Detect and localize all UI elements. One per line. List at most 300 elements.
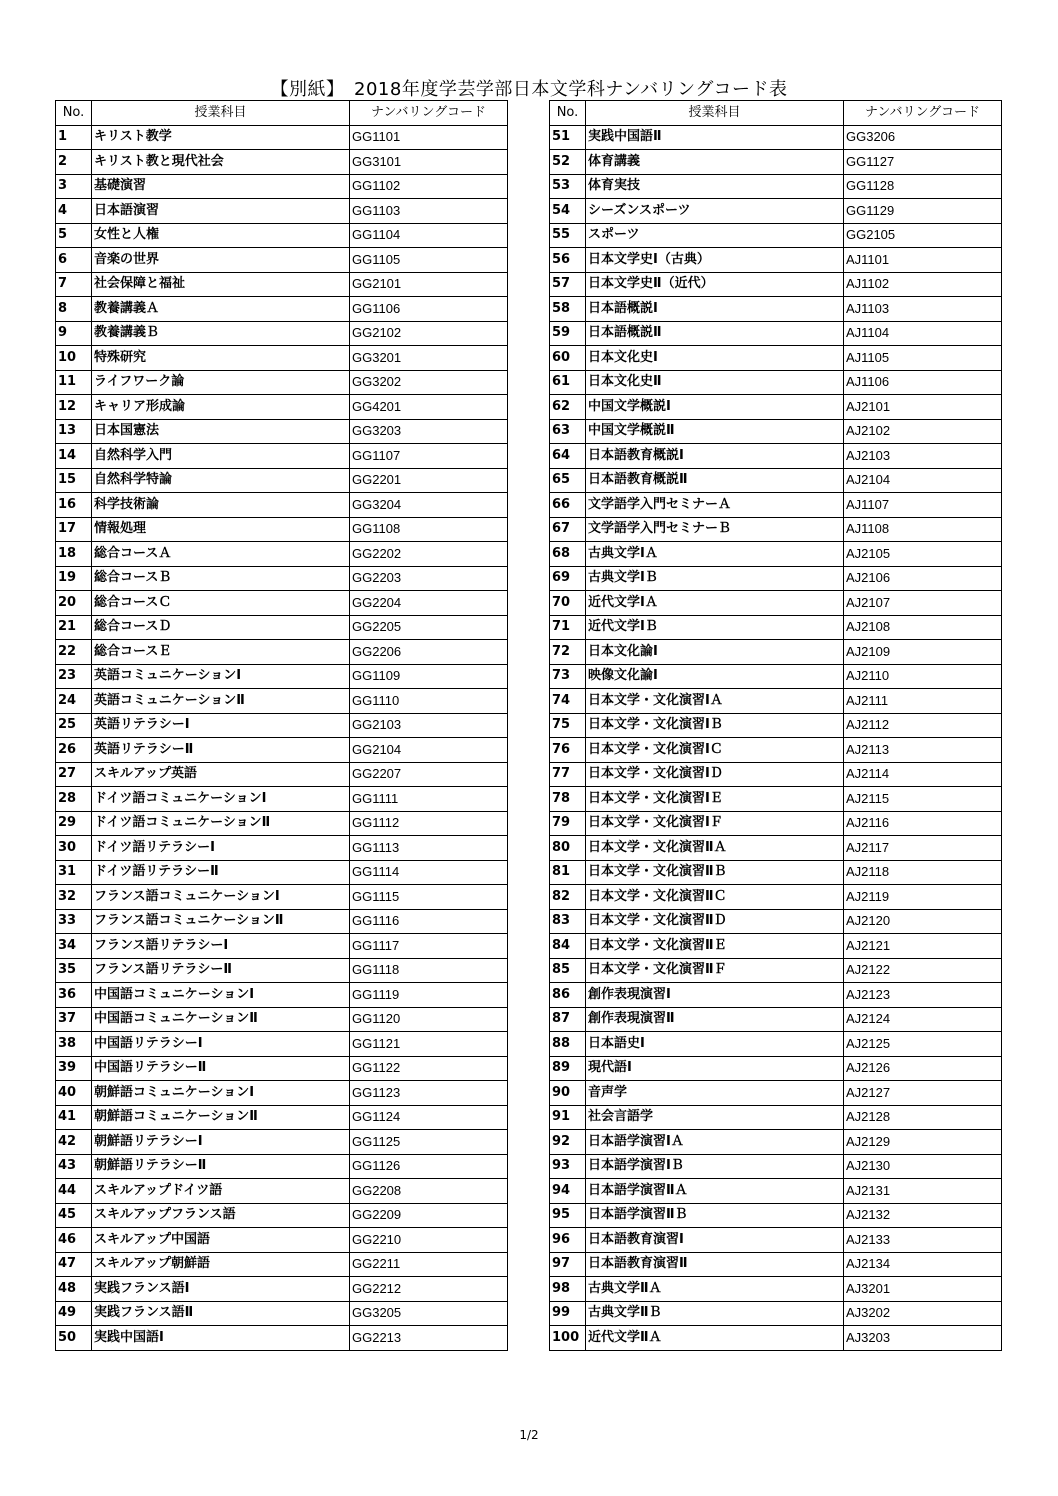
table-row: [550, 542, 1002, 567]
cell-subject: 実践中国語Ⅱ: [586, 125, 844, 150]
cell-subject: 日本文学・文化演習ⅡＦ: [586, 958, 844, 983]
cell-subject: 日本文学・文化演習ⅡＣ: [586, 885, 844, 910]
cell-subject: 総合コースＡ: [92, 542, 350, 567]
table-row: [550, 395, 1002, 420]
cell-code: AJ3203: [844, 1326, 1002, 1351]
table-row: [56, 1081, 508, 1106]
cell-subject: 日本文学・文化演習ⅠＦ: [586, 811, 844, 836]
cell-subject: 中国文学概説Ⅰ: [586, 395, 844, 420]
table-row: [56, 297, 508, 322]
cell-no: 68: [550, 542, 586, 567]
cell-code: GG1115: [350, 885, 508, 910]
cell-no: 78: [550, 787, 586, 812]
cell-no: 89: [550, 1056, 586, 1081]
cell-subject: 体育講義: [586, 150, 844, 175]
cell-subject: 朝鮮語リテラシーⅠ: [92, 1130, 350, 1155]
cell-subject: 映像文化論Ⅰ: [586, 664, 844, 689]
cell-no: 76: [550, 738, 586, 763]
cell-code: AJ2115: [844, 787, 1002, 812]
cell-subject: フランス語リテラシーⅠ: [92, 934, 350, 959]
table-row: [550, 983, 1002, 1008]
cell-code: AJ2123: [844, 983, 1002, 1008]
cell-no: 25: [56, 713, 92, 738]
cell-subject: 中国語リテラシーⅡ: [92, 1056, 350, 1081]
table-row: [550, 787, 1002, 812]
cell-no: 2: [56, 150, 92, 175]
cell-subject: フランス語コミュニケーションⅡ: [92, 909, 350, 934]
cell-subject: 中国語コミュニケーションⅡ: [92, 1007, 350, 1032]
cell-code: GG2102: [350, 321, 508, 346]
cell-code: GG1113: [350, 836, 508, 861]
table-row: [56, 885, 508, 910]
cell-code: AJ2111: [844, 689, 1002, 714]
cell-no: 6: [56, 248, 92, 273]
cell-no: 27: [56, 762, 92, 787]
table-row: [550, 640, 1002, 665]
cell-code: AJ2103: [844, 444, 1002, 469]
cell-no: 98: [550, 1277, 586, 1302]
cell-code: AJ1108: [844, 517, 1002, 542]
cell-code: AJ2105: [844, 542, 1002, 567]
cell-no: 31: [56, 860, 92, 885]
table-row: [550, 174, 1002, 199]
cell-code: AJ1101: [844, 248, 1002, 273]
cell-subject: 文学語学入門セミナーＢ: [586, 517, 844, 542]
cell-code: GG1111: [350, 787, 508, 812]
table-row: [56, 664, 508, 689]
cell-subject: スポーツ: [586, 223, 844, 248]
cell-no: 23: [56, 664, 92, 689]
cell-subject: 朝鮮語コミュニケーションⅠ: [92, 1081, 350, 1106]
table-row: [56, 787, 508, 812]
table-row: [56, 689, 508, 714]
cell-no: 95: [550, 1203, 586, 1228]
cell-subject: 日本文化史Ⅱ: [586, 370, 844, 395]
cell-no: 60: [550, 346, 586, 371]
cell-subject: 近代文学ⅠＡ: [586, 591, 844, 616]
cell-no: 85: [550, 958, 586, 983]
cell-no: 94: [550, 1179, 586, 1204]
header-subject: 授業科目: [586, 101, 844, 126]
cell-subject: 日本文学・文化演習ⅠＣ: [586, 738, 844, 763]
cell-no: 45: [56, 1203, 92, 1228]
table-row: [56, 174, 508, 199]
cell-code: AJ2116: [844, 811, 1002, 836]
cell-subject: 自然科学入門: [92, 444, 350, 469]
cell-code: AJ2127: [844, 1081, 1002, 1106]
cell-code: GG1114: [350, 860, 508, 885]
cell-no: 17: [56, 517, 92, 542]
cell-no: 61: [550, 370, 586, 395]
cell-code: GG1112: [350, 811, 508, 836]
cell-no: 21: [56, 615, 92, 640]
cell-subject: キリスト教学: [92, 125, 350, 150]
cell-subject: 基礎演習: [92, 174, 350, 199]
cell-no: 3: [56, 174, 92, 199]
cell-no: 49: [56, 1301, 92, 1326]
cell-code: AJ2122: [844, 958, 1002, 983]
table-row: [56, 395, 508, 420]
cell-subject: 現代語Ⅰ: [586, 1056, 844, 1081]
cell-subject: 日本文学・文化演習ⅡＢ: [586, 860, 844, 885]
cell-code: GG2101: [350, 272, 508, 297]
cell-no: 18: [56, 542, 92, 567]
cell-code: GG1118: [350, 958, 508, 983]
document-title: 【別紙】 2018年度学芸学部日本文学科ナンバリングコード表: [270, 79, 788, 100]
cell-no: 47: [56, 1252, 92, 1277]
cell-no: 11: [56, 370, 92, 395]
table-row: [550, 1326, 1002, 1351]
cell-subject: フランス語コミュニケーションⅠ: [92, 885, 350, 910]
cell-no: 74: [550, 689, 586, 714]
cell-no: 7: [56, 272, 92, 297]
table-row: [550, 1277, 1002, 1302]
cell-no: 93: [550, 1154, 586, 1179]
table-row: [56, 272, 508, 297]
table-row: [56, 1179, 508, 1204]
table-row: [56, 1277, 508, 1302]
cell-no: 87: [550, 1007, 586, 1032]
cell-code: AJ2104: [844, 468, 1002, 493]
cell-subject: 日本語概説Ⅰ: [586, 297, 844, 322]
cell-subject: キャリア形成論: [92, 395, 350, 420]
cell-code: GG2210: [350, 1228, 508, 1253]
table-row: [56, 321, 508, 346]
cell-code: AJ1105: [844, 346, 1002, 371]
cell-no: 82: [550, 885, 586, 910]
cell-no: 19: [56, 566, 92, 591]
cell-subject: 実践フランス語Ⅱ: [92, 1301, 350, 1326]
table-row: [550, 1252, 1002, 1277]
cell-code: GG1126: [350, 1154, 508, 1179]
cell-subject: 日本文学史Ⅰ（古典）: [586, 248, 844, 273]
table-body-right: [550, 125, 1002, 1350]
cell-subject: 近代文学ⅡＡ: [586, 1326, 844, 1351]
cell-no: 53: [550, 174, 586, 199]
cell-no: 9: [56, 321, 92, 346]
cell-code: GG2105: [844, 223, 1002, 248]
table-row: [56, 1154, 508, 1179]
cell-subject: 科学技術論: [92, 493, 350, 518]
cell-subject: 古典文学ⅡＢ: [586, 1301, 844, 1326]
table-row: [550, 346, 1002, 371]
table-row: [550, 1301, 1002, 1326]
table-row: [56, 983, 508, 1008]
table-row: [56, 1203, 508, 1228]
cell-code: AJ2120: [844, 909, 1002, 934]
cell-subject: 日本語教育演習Ⅱ: [586, 1252, 844, 1277]
table-row: [56, 1007, 508, 1032]
table-row: [56, 566, 508, 591]
table-row: [550, 1081, 1002, 1106]
cell-no: 54: [550, 199, 586, 224]
cell-subject: 日本語学演習ⅡＢ: [586, 1203, 844, 1228]
cell-code: AJ2130: [844, 1154, 1002, 1179]
table-row: [56, 1105, 508, 1130]
table-row: [550, 517, 1002, 542]
table-row: [56, 223, 508, 248]
cell-no: 48: [56, 1277, 92, 1302]
cell-no: 28: [56, 787, 92, 812]
table-row: [550, 125, 1002, 150]
cell-no: 80: [550, 836, 586, 861]
cell-code: GG1106: [350, 297, 508, 322]
table-row: [56, 1032, 508, 1057]
cell-no: 65: [550, 468, 586, 493]
cell-no: 38: [56, 1032, 92, 1057]
cell-subject: 日本語演習: [92, 199, 350, 224]
cell-code: GG1108: [350, 517, 508, 542]
table-row: [550, 738, 1002, 763]
cell-code: GG1117: [350, 934, 508, 959]
table-row: [550, 615, 1002, 640]
cell-code: AJ2117: [844, 836, 1002, 861]
table-row: [56, 468, 508, 493]
cell-subject: 古典文学ⅠＢ: [586, 566, 844, 591]
cell-code: GG2213: [350, 1326, 508, 1351]
cell-no: 29: [56, 811, 92, 836]
cell-code: GG1103: [350, 199, 508, 224]
cell-no: 36: [56, 983, 92, 1008]
cell-subject: ドイツ語リテラシーⅠ: [92, 836, 350, 861]
cell-no: 62: [550, 395, 586, 420]
cell-no: 92: [550, 1130, 586, 1155]
cell-no: 12: [56, 395, 92, 420]
cell-no: 72: [550, 640, 586, 665]
cell-code: AJ2134: [844, 1252, 1002, 1277]
table-row: [550, 762, 1002, 787]
cell-no: 1: [56, 125, 92, 150]
cell-no: 52: [550, 150, 586, 175]
table-row: [550, 1007, 1002, 1032]
table-row: [56, 248, 508, 273]
cell-subject: 中国文学概説Ⅱ: [586, 419, 844, 444]
cell-code: AJ2125: [844, 1032, 1002, 1057]
cell-no: 75: [550, 713, 586, 738]
cell-code: GG2209: [350, 1203, 508, 1228]
cell-no: 13: [56, 419, 92, 444]
cell-code: AJ3201: [844, 1277, 1002, 1302]
cell-code: GG1109: [350, 664, 508, 689]
cell-subject: 日本文学・文化演習ⅠＤ: [586, 762, 844, 787]
cell-no: 46: [56, 1228, 92, 1253]
table-row: [550, 713, 1002, 738]
table-row: [550, 444, 1002, 469]
cell-subject: 日本文学・文化演習ⅡＤ: [586, 909, 844, 934]
cell-subject: 中国語コミュニケーションⅠ: [92, 983, 350, 1008]
cell-no: 86: [550, 983, 586, 1008]
table-row: [550, 297, 1002, 322]
cell-no: 73: [550, 664, 586, 689]
table-row: [550, 1228, 1002, 1253]
cell-code: AJ2118: [844, 860, 1002, 885]
cell-subject: 自然科学特論: [92, 468, 350, 493]
cell-code: AJ1104: [844, 321, 1002, 346]
cell-code: AJ2114: [844, 762, 1002, 787]
cell-subject: 日本文学・文化演習ⅠＥ: [586, 787, 844, 812]
cell-subject: 総合コースＢ: [92, 566, 350, 591]
cell-no: 24: [56, 689, 92, 714]
cell-code: GG1105: [350, 248, 508, 273]
table-row: [550, 885, 1002, 910]
numbering-table-right: [549, 100, 1002, 1351]
cell-no: 14: [56, 444, 92, 469]
table-row: [550, 1179, 1002, 1204]
cell-code: GG1116: [350, 909, 508, 934]
cell-code: GG1128: [844, 174, 1002, 199]
cell-no: 64: [550, 444, 586, 469]
cell-code: AJ2124: [844, 1007, 1002, 1032]
cell-no: 79: [550, 811, 586, 836]
cell-subject: 古典文学ⅠＡ: [586, 542, 844, 567]
table-row: [56, 762, 508, 787]
cell-code: AJ2121: [844, 934, 1002, 959]
cell-code: GG1120: [350, 1007, 508, 1032]
cell-no: 10: [56, 346, 92, 371]
cell-code: AJ2113: [844, 738, 1002, 763]
cell-code: GG2212: [350, 1277, 508, 1302]
cell-code: GG3205: [350, 1301, 508, 1326]
cell-no: 90: [550, 1081, 586, 1106]
cell-subject: 日本文化史Ⅰ: [586, 346, 844, 371]
cell-subject: 女性と人権: [92, 223, 350, 248]
cell-subject: ドイツ語コミュニケーションⅡ: [92, 811, 350, 836]
cell-no: 88: [550, 1032, 586, 1057]
table-row: [550, 272, 1002, 297]
cell-code: GG1122: [350, 1056, 508, 1081]
cell-code: GG3101: [350, 150, 508, 175]
table-row: [56, 542, 508, 567]
cell-subject: 社会言語学: [586, 1105, 844, 1130]
cell-subject: 英語リテラシーⅠ: [92, 713, 350, 738]
cell-no: 5: [56, 223, 92, 248]
cell-subject: 創作表現演習Ⅱ: [586, 1007, 844, 1032]
table-row: [56, 346, 508, 371]
table-row: [550, 566, 1002, 591]
cell-code: GG3201: [350, 346, 508, 371]
cell-no: 66: [550, 493, 586, 518]
table-row: [550, 321, 1002, 346]
cell-no: 67: [550, 517, 586, 542]
cell-no: 50: [56, 1326, 92, 1351]
cell-subject: 英語コミュニケーションⅠ: [92, 664, 350, 689]
cell-no: 33: [56, 909, 92, 934]
cell-subject: 実践フランス語Ⅰ: [92, 1277, 350, 1302]
cell-no: 26: [56, 738, 92, 763]
cell-no: 99: [550, 1301, 586, 1326]
cell-code: GG2204: [350, 591, 508, 616]
table-row: [550, 591, 1002, 616]
cell-subject: 情報処理: [92, 517, 350, 542]
cell-subject: 英語コミュニケーションⅡ: [92, 689, 350, 714]
cell-no: 59: [550, 321, 586, 346]
cell-no: 58: [550, 297, 586, 322]
table-row: [56, 1056, 508, 1081]
table-row: [56, 1326, 508, 1351]
table-row: [550, 150, 1002, 175]
cell-code: GG1125: [350, 1130, 508, 1155]
cell-subject: 朝鮮語リテラシーⅡ: [92, 1154, 350, 1179]
cell-no: 57: [550, 272, 586, 297]
cell-subject: 体育実技: [586, 174, 844, 199]
cell-code: GG2205: [350, 615, 508, 640]
cell-code: AJ1102: [844, 272, 1002, 297]
table-row: [550, 199, 1002, 224]
cell-code: GG1102: [350, 174, 508, 199]
cell-code: GG4201: [350, 395, 508, 420]
cell-code: GG1121: [350, 1032, 508, 1057]
table-row: [56, 713, 508, 738]
cell-subject: 日本語概説Ⅱ: [586, 321, 844, 346]
cell-subject: 日本語教育概説Ⅱ: [586, 468, 844, 493]
cell-code: AJ3202: [844, 1301, 1002, 1326]
cell-subject: 英語リテラシーⅡ: [92, 738, 350, 763]
table-row: [56, 615, 508, 640]
cell-no: 44: [56, 1179, 92, 1204]
cell-subject: 日本語学演習ⅠＡ: [586, 1130, 844, 1155]
table-row: [56, 419, 508, 444]
cell-subject: 日本文学・文化演習ⅠＢ: [586, 713, 844, 738]
table-row: [550, 836, 1002, 861]
table-row: [550, 223, 1002, 248]
cell-subject: 音楽の世界: [92, 248, 350, 273]
cell-subject: スキルアップ朝鮮語: [92, 1252, 350, 1277]
cell-no: 97: [550, 1252, 586, 1277]
cell-code: AJ2131: [844, 1179, 1002, 1204]
cell-subject: 日本文学史Ⅱ（近代）: [586, 272, 844, 297]
table-row: [56, 860, 508, 885]
cell-no: 81: [550, 860, 586, 885]
cell-code: AJ2112: [844, 713, 1002, 738]
cell-no: 100: [550, 1326, 586, 1351]
cell-code: GG1123: [350, 1081, 508, 1106]
table-row: [56, 934, 508, 959]
table-row: [550, 493, 1002, 518]
table-header-row: [56, 101, 508, 126]
cell-no: 32: [56, 885, 92, 910]
cell-no: 34: [56, 934, 92, 959]
cell-subject: 総合コースＤ: [92, 615, 350, 640]
cell-code: GG1119: [350, 983, 508, 1008]
cell-subject: キリスト教と現代社会: [92, 150, 350, 175]
cell-no: 96: [550, 1228, 586, 1253]
table-row: [56, 591, 508, 616]
cell-subject: ドイツ語リテラシーⅡ: [92, 860, 350, 885]
cell-code: AJ2110: [844, 664, 1002, 689]
cell-code: AJ2119: [844, 885, 1002, 910]
cell-code: GG1127: [844, 150, 1002, 175]
table-row: [56, 199, 508, 224]
cell-subject: ライフワーク論: [92, 370, 350, 395]
table-row: [550, 689, 1002, 714]
cell-code: AJ1107: [844, 493, 1002, 518]
cell-code: GG3206: [844, 125, 1002, 150]
cell-subject: 日本語学演習ⅠＢ: [586, 1154, 844, 1179]
cell-subject: 中国語リテラシーⅠ: [92, 1032, 350, 1057]
cell-subject: 日本語学演習ⅡＡ: [586, 1179, 844, 1204]
table-row: [56, 1130, 508, 1155]
cell-subject: スキルアップ中国語: [92, 1228, 350, 1253]
table-row: [550, 1032, 1002, 1057]
cell-subject: 古典文学ⅡＡ: [586, 1277, 844, 1302]
table-row: [550, 1154, 1002, 1179]
cell-no: 39: [56, 1056, 92, 1081]
table-row: [56, 1301, 508, 1326]
cell-code: GG3204: [350, 493, 508, 518]
page-number: 1/2: [519, 1428, 539, 1442]
header-no: No.: [56, 101, 92, 126]
cell-subject: 日本国憲法: [92, 419, 350, 444]
